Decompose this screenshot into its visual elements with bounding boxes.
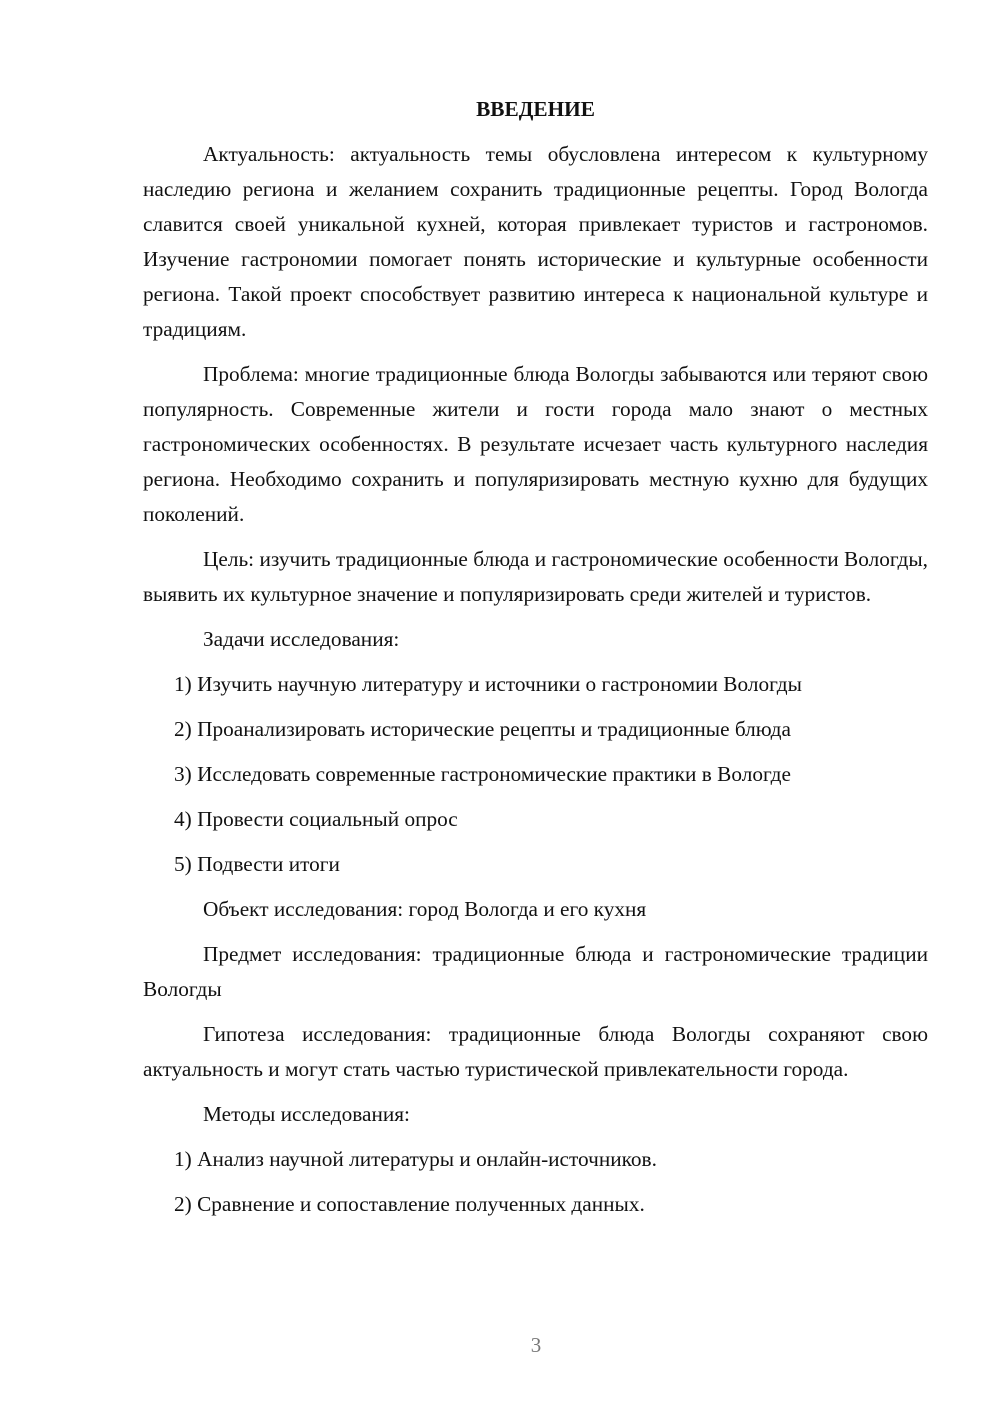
list-item: 1) Изучить научную литературу и источники о гастрономии Вологды xyxy=(174,672,802,696)
list-item: 3) Исследовать современные гастрономические практики в Вологде xyxy=(174,762,791,786)
page-number: 3 xyxy=(530,1333,542,1357)
list-item: 4) Провести социальный опрос xyxy=(174,807,458,831)
list-item: 5) Подвести итоги xyxy=(174,852,340,876)
hypothesis-paragraph: Гипотеза исследования: традиционные блюда Вологды сохраняют свою актуальность и могут стать частью туристической привлекательности города. xyxy=(143,1022,928,1081)
methods-list xyxy=(143,1142,928,1222)
tasks-label: Задачи исследования: xyxy=(203,627,400,651)
problem-paragraph: Проблема: многие традиционные блюда Вологды забываются или теряют свою популярность. Современные жители и гости города мало знают о местных гастрономических особенностях. В результате исчезает часть культурного наследия региона. Необходимо сохранить и популяризировать местную кухню для будущих поколений. xyxy=(143,362,928,526)
tasks-list xyxy=(143,667,928,882)
relevance-paragraph: Актуальность: актуальность темы обусловлена интересом к культурному наследию региона и желанием сохранить традиционные рецепты. Город Вологда славится своей уникальной кухней, которая привлекает туристов и гастрономов. Изучение гастрономии помогает понять исторические и культурные особенности региона. Такой проект способствует развитию интереса к национальной культуре и традициям. xyxy=(143,142,928,341)
list-item: 2) Проанализировать исторические рецепты и традиционные блюда xyxy=(174,717,791,741)
goal-paragraph: Цель: изучить традиционные блюда и гастрономические особенности Вологды, выявить их культурное значение и популяризировать среди жителей и туристов. xyxy=(143,547,928,606)
section-title: ВВЕДЕНИЕ xyxy=(476,97,595,121)
methods-label: Методы исследования: xyxy=(203,1102,410,1126)
document-page xyxy=(143,92,928,1232)
list-item: 2) Сравнение и сопоставление полученных данных. xyxy=(174,1192,645,1216)
list-item: 1) Анализ научной литературы и онлайн-источников. xyxy=(174,1147,657,1171)
subject-paragraph: Предмет исследования: традиционные блюда и гастрономические традиции Вологды xyxy=(143,942,928,1001)
object-paragraph: Объект исследования: город Вологда и его кухня xyxy=(203,897,647,921)
